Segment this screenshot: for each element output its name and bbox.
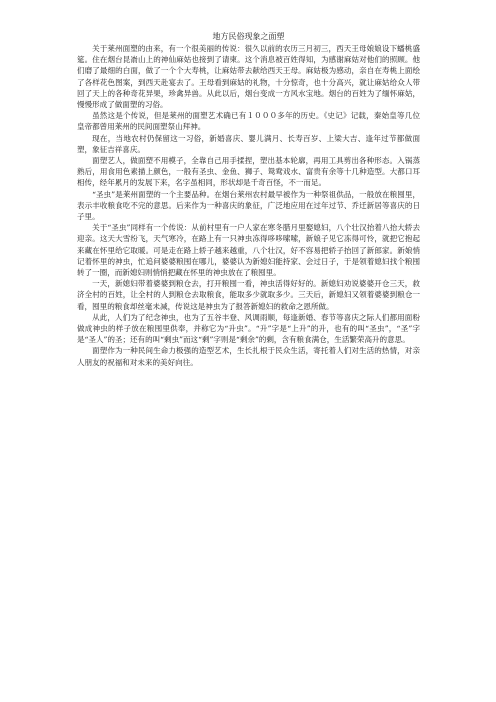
paragraph-shengchong: “圣虫”是莱州面塑的一个主要品种。在烟台莱州农村最早被作为一种祭祖供品，一般放在粮囤里，表示丰收粮食吃不完的意思。后来作为一种喜庆的象征，广泛地应用在过年过节、乔迁新居等喜庆的日子里。 xyxy=(77,189,420,222)
document-body xyxy=(77,31,420,368)
paragraph-naming: 从此，人们为了纪念神虫，也为了五谷丰登、风调雨顺，每逢新婚、春节等喜庆之际人们都用面粉做成神虫的样子放在粮囤里供奉，并称它为“升虫”。“升”字是“上升”的升，也有的叫“圣虫”，“圣”字是“圣人”的圣；还有的叫“剩虫”而这“剩”字则是“剩余”的剩，含有粮食满仓，生活繁荣高升的意思。 xyxy=(77,312,420,345)
document-title: 地方民俗现象之面塑 xyxy=(212,32,285,41)
paragraph-conclusion: 面塑作为一种民间生命力极强的造型艺术，生长扎根于民众生活，寄托着人们对生活的热情，对亲人朋友的祝福和对未来的美好向往。 xyxy=(77,346,420,367)
paragraph-custom: 现在，当地农村仍保留这一习俗，新婚喜庆、婴儿满月、长寿百岁、上梁大吉、逢年过节都做面塑，象征吉祥喜庆。 xyxy=(77,133,420,154)
paragraph-origin-legend: 关于莱州面塑的由来，有一个很美丽的传说：很久以前的农历三月初三，西天王母娘娘设下蟠桃盛筵。住在烟台昆嵛山上的神仙麻姑也接到了请柬。这个消息被百姓得知，为感谢麻姑对他们的照顾。他们磨了最细的白面，做了一个个大寿桃，让麻姑带去献给西天王母。麻姑极为感动，亲自在寿桃上面绘了各样花色图案，到西天赴宴去了。王母看到麻姑的礼物，十分惊奇，也十分高兴，就让麻姑给众人带回了天上的各种奇花异果，珍禽异兽。从此以后，烟台变成一方风水宝地。烟台的百姓为了缅怀麻姑，慢慢形成了做面塑的习俗。 xyxy=(77,44,420,110)
paragraph-history: 虽然这是个传说，但是莱州的面塑艺术确已有１０００多年的历史。《史记》记载，秦始皇等几位皇帝都曾用莱州的民间面塑祭山拜神。 xyxy=(77,111,420,132)
paragraph-craft: 面塑艺人，做面塑不用模子，全靠自己用手揉捏，塑出基本轮廓，再用工具剪出各种形态。入锅蒸熟后，用食用色素描上颜色，一般有圣虫、金鱼、狮子、鸳鸯戏水、富贵有余等十几种造型。大都口耳相传，经年累月的发展下来，名字虽相同，形状却是千奇百怪，不一而足。 xyxy=(77,156,420,188)
paragraph-legend-granary: 一天，新媳妇带着婆婆到粮仓去，打开粮囤一看，神虫活得好好的。新媳妇劝说婆婆开仓三天，救济全村的百姓，让全村的人到粮仓去取粮食，能取多少就取多少。三天后，新媳妇又领着婆婆到粮仓一看，囤里的粮食却丝毫未减，传说这是神虫为了报答新媳妇的救命之恩所做。 xyxy=(77,279,420,311)
paragraph-legend-bride: 关于“圣虫”同样有一个传说：从前村里有一户人家在寒冬腊月里娶媳妇，八个壮汉抬着八抬大轿去迎亲。这天大雪纷飞，天气寒冷，在路上有一只神虫冻得哆哆嗦嗦，新娘子见它冻得可怜，就把它抱起来藏在怀里给它取暖。可是走在路上轿子越来越重，八个壮汉，好不容易把轿子抬回了新郎家。新娘悄记着怀里的神虫，忙追问婆婆粮囤在哪儿，婆婆认为新媳妇能持家、会过日子，于是领着媳妇找个粮囤转了一圈，而新媳妇则悄悄把藏在怀里的神虫放在了粮囤里。 xyxy=(77,223,420,278)
